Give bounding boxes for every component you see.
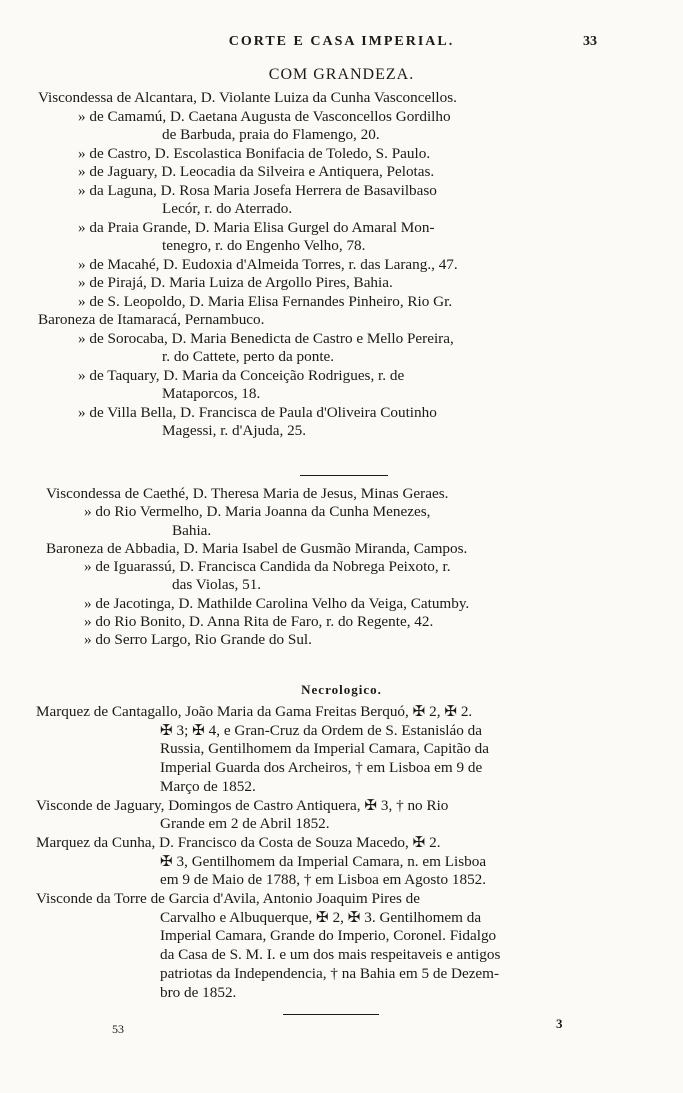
entry-line: ✠ 3, Gentilhomem da Imperial Camara, n. em Lisboa	[160, 852, 487, 870]
entry-line: Marquez da Cunha, D. Francisco da Costa de Souza Macedo, ✠ 2.	[36, 833, 441, 851]
entry-line: r. do Cattete, perto da ponte.	[162, 348, 335, 365]
entry-line: tenegro, r. do Engenho Velho, 78.	[162, 237, 366, 254]
entry-line: Mataporcos, 18.	[162, 385, 261, 402]
entry-line: Magessi, r. d'Ajuda, 25.	[162, 422, 307, 439]
signature-mark: 53	[112, 1022, 124, 1036]
entry-line: patriotas da Independencia, † na Bahia em 5 de Dezem-	[160, 964, 500, 982]
entry-line: Imperial Guarda dos Archeiros, † em Lisboa em 9 de	[160, 759, 483, 777]
entry-line: » da Laguna, D. Rosa Maria Josefa Herrera de Basavilbaso	[78, 181, 437, 199]
entry-line: Grande em 2 de Abril 1852.	[160, 815, 330, 833]
entry-line: bro de 1852.	[160, 983, 237, 1001]
necrology-heading: Necrologico.	[301, 682, 382, 697]
page-header	[0, 34, 683, 54]
entry-line: Viscondessa de Caethé, D. Theresa Maria de Jesus, Minas Geraes.	[46, 485, 449, 502]
entry-line: de Barbuda, praia do Flamengo, 20.	[162, 126, 380, 143]
entry-line: » de Jaguary, D. Leocadia da Silveira e Antiquera, Pelotas.	[78, 163, 435, 180]
entry-line: da Casa de S. M. I. e um dos mais respeitaveis e antigos	[160, 946, 501, 964]
entry-line: » de Iguarassú, D. Francisca Candida da Nobrega Peixoto, r.	[84, 558, 451, 576]
section-divider	[300, 475, 388, 476]
entry-line: Imperial Camara, Grande do Imperio, Coronel. Fidalgo	[160, 927, 497, 945]
entry-line: » do Rio Vermelho, D. Maria Joanna da Cunha Menezes,	[84, 503, 431, 521]
entry-line: » de Villa Bella, D. Francisca de Paula d'Oliveira Coutinho	[78, 403, 437, 421]
entry-line: » da Praia Grande, D. Maria Elisa Gurgel do Amaral Mon-	[78, 218, 435, 236]
entry-line: Russia, Gentilhomem da Imperial Camara, Capitão da	[160, 740, 489, 758]
entry-line: Marquez de Cantagallo, João Maria da Gama Freitas Berquó, ✠ 2, ✠ 2.	[36, 703, 473, 720]
entry-line: » de Sorocaba, D. Maria Benedicta de Castro e Mello Pereira,	[78, 329, 454, 347]
entry-line: » de Taquary, D. Maria da Conceição Rodrigues, r. de	[78, 366, 405, 384]
entry-line: das Violas, 51.	[172, 576, 262, 594]
entry-line: Baroneza de Abbadia, D. Maria Isabel de Gusmão Miranda, Campos.	[46, 539, 468, 557]
entry-line: Visconde da Torre de Garcia d'Avila, Antonio Joaquim Pires de	[36, 890, 421, 907]
entry-line: Lecór, r. do Aterrado.	[162, 200, 293, 217]
entry-line: » de Camamú, D. Caetana Augusta de Vasconcellos Gordilho	[78, 107, 451, 125]
entry-line: ✠ 3; ✠ 4, e Gran-Cruz da Ordem de S. Estanisláo da	[160, 721, 482, 739]
closing-divider	[283, 1014, 379, 1015]
section-heading: COM GRANDEZA.	[268, 66, 415, 83]
entry-line: Bahia.	[172, 521, 212, 539]
entry-line: Baroneza de Itamaracá, Pernambuco.	[38, 311, 265, 328]
entry-line: » de S. Leopoldo, D. Maria Elisa Fernandes Pinheiro, Rio Gr.	[78, 292, 453, 310]
entry-line: Março de 1852.	[160, 777, 256, 795]
entry-line: » do Rio Bonito, D. Anna Rita de Faro, r. do Regente, 42.	[84, 613, 434, 631]
entry-line: Viscondessa de Alcantara, D. Violante Luiza da Cunha Vasconcellos.	[38, 89, 457, 106]
sheet-number: 3	[556, 1016, 563, 1031]
entry-line: Visconde de Jaguary, Domingos de Castro Antiquera, ✠ 3, † no Rio	[36, 796, 449, 814]
entry-line: » do Serro Largo, Rio Grande do Sul.	[84, 631, 312, 649]
entry-line: em 9 de Maio de 1788, † em Lisboa em Agosto 1852.	[160, 871, 487, 889]
entry-line: » de Pirajá, D. Maria Luiza de Argollo Pires, Bahia.	[78, 274, 393, 291]
page-number: 33	[583, 34, 597, 49]
entry-line: » de Jacotinga, D. Mathilde Carolina Velho da Veiga, Catumby.	[84, 594, 470, 612]
running-title: CORTE E CASA IMPERIAL.	[228, 34, 455, 49]
entry-line: Carvalho e Albuquerque, ✠ 2, ✠ 3. Gentilhomem da	[160, 908, 482, 926]
entry-line: » de Castro, D. Escolastica Bonifacia de Toledo, S. Paulo.	[78, 144, 431, 162]
entry-line: » de Macahé, D. Eudoxia d'Almeida Torres, r. das Larang., 47.	[78, 255, 458, 273]
